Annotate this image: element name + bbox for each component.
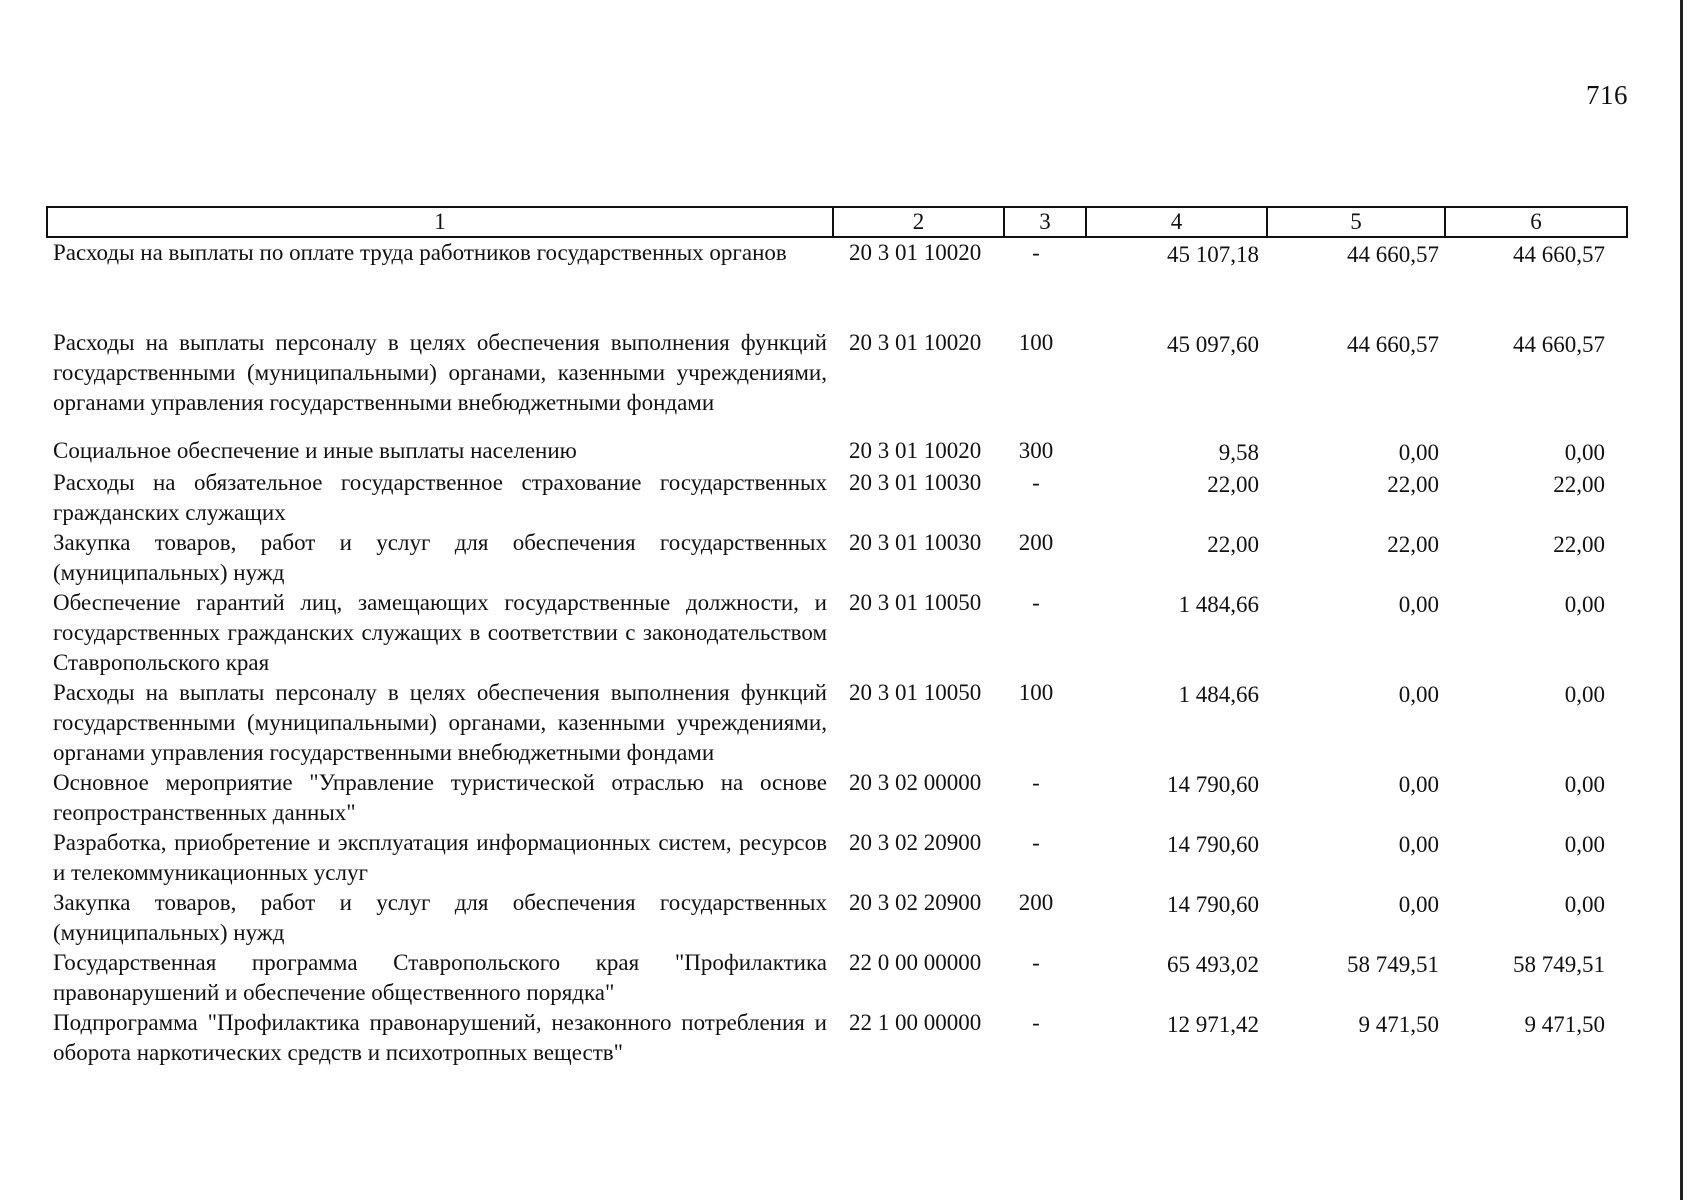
row-expense-type: 300: [1018, 438, 1054, 463]
row-code: 20 3 02 00000: [849, 770, 982, 795]
budget-table-container: [46, 206, 1626, 1068]
table-row: [47, 237, 1627, 328]
row-value-col-4: 12 971,42: [1167, 1012, 1259, 1037]
row-value-col-6: 44 660,57: [1513, 242, 1605, 267]
row-value-col-5: 22,00: [1387, 472, 1439, 497]
row-expense-type: -: [1032, 950, 1040, 975]
row-value-col-6: 44 660,57: [1513, 332, 1605, 357]
row-value-col-5: 58 749,51: [1347, 952, 1439, 977]
row-value-col-5: 9 471,50: [1358, 1012, 1439, 1037]
row-expense-type: 100: [1018, 680, 1054, 705]
row-name: Расходы на выплаты персоналу в целях обеспечения выполнения функций государственными (муниципальными) органами, казенными учреждениями, органами управления государственными внебюджетными фондами: [53, 680, 827, 765]
row-value-col-4: 1 484,66: [1178, 682, 1259, 707]
row-name: Государственная программа Ставропольского края "Профилактика правонарушений и обеспечение общественного порядка": [53, 950, 827, 1005]
row-name: Подпрограмма "Профилактика правонарушений, незаконного потребления и оборота наркотических средств и психотропных веществ": [53, 1010, 827, 1065]
row-code: 20 3 01 10050: [849, 590, 982, 615]
table-row: [47, 436, 1627, 468]
table-row: [47, 828, 1627, 888]
row-value-col-6: 9 471,50: [1524, 1012, 1605, 1037]
header-col-1: 1: [47, 207, 833, 237]
row-value-col-4: 22,00: [1207, 532, 1259, 557]
row-value-col-4: 22,00: [1207, 472, 1259, 497]
row-value-col-4: 45 097,60: [1167, 332, 1259, 357]
row-name: Обеспечение гарантий лиц, замещающих государственные должности, и государственных гражданских служащих в соответствии с законодательством Ставропольского края: [53, 590, 827, 675]
row-name: Закупка товаров, работ и услуг для обеспечения государственных (муниципальных) нужд: [53, 890, 827, 945]
scan-edge-line: [1680, 0, 1683, 1200]
row-code: 20 3 02 20900: [849, 890, 982, 915]
row-value-col-6: 0,00: [1564, 832, 1605, 857]
row-value-col-5: 0,00: [1398, 592, 1439, 617]
row-name: Расходы на обязательное государственное страхование государственных гражданских служащих: [53, 470, 827, 525]
budget-table: [46, 206, 1628, 1068]
row-expense-type: -: [1032, 830, 1040, 855]
row-value-col-6: 58 749,51: [1513, 952, 1605, 977]
row-value-col-6: 0,00: [1564, 772, 1605, 797]
row-value-col-4: 1 484,66: [1178, 592, 1259, 617]
row-code: 20 3 01 10020: [849, 330, 982, 355]
row-value-col-5: 0,00: [1398, 892, 1439, 917]
row-name: Разработка, приобретение и эксплуатация информационных систем, ресурсов и телекоммуникационных услуг: [53, 830, 827, 885]
row-name: Основное мероприятие "Управление туристической отраслью на основе геопространственных данных": [53, 770, 827, 825]
table-row: [47, 588, 1627, 678]
row-name: Расходы на выплаты по оплате труда работников государственных органов: [53, 240, 787, 265]
row-code: 20 3 01 10020: [849, 240, 982, 265]
row-name: Расходы на выплаты персоналу в целях обеспечения выполнения функций государственными (муниципальными) органами, казенными учреждениями, органами управления государственными внебюджетными фондами: [53, 330, 827, 415]
row-code: 20 3 01 10030: [849, 470, 982, 495]
row-expense-type: -: [1032, 590, 1040, 615]
row-value-col-5: 0,00: [1398, 832, 1439, 857]
row-expense-type: -: [1032, 240, 1040, 265]
table-row: [47, 468, 1627, 528]
row-expense-type: 200: [1018, 890, 1054, 915]
header-col-5: 5: [1267, 207, 1445, 237]
row-value-col-6: 22,00: [1553, 532, 1605, 557]
table-row: [47, 948, 1627, 1008]
page-number: 716: [1586, 80, 1628, 110]
row-expense-type: 200: [1018, 530, 1054, 555]
row-value-col-4: 14 790,60: [1167, 892, 1259, 917]
header-col-3: 3: [1004, 207, 1086, 237]
row-value-col-6: 0,00: [1564, 682, 1605, 707]
table-row: [47, 888, 1627, 948]
table-row: [47, 528, 1627, 588]
row-code: 20 3 01 10030: [849, 530, 982, 555]
table-row: [47, 768, 1627, 828]
row-code: 22 1 00 00000: [849, 1010, 982, 1035]
row-code: 20 3 01 10050: [849, 680, 982, 705]
table-header: [47, 207, 1627, 237]
row-value-col-4: 14 790,60: [1167, 832, 1259, 857]
row-expense-type: -: [1032, 770, 1040, 795]
row-value-col-6: 0,00: [1564, 440, 1605, 465]
row-value-col-5: 44 660,57: [1347, 332, 1439, 357]
row-value-col-4: 65 493,02: [1167, 952, 1259, 977]
row-value-col-6: 22,00: [1553, 472, 1605, 497]
row-value-col-5: 0,00: [1398, 772, 1439, 797]
row-name: Закупка товаров, работ и услуг для обеспечения государственных (муниципальных) нужд: [53, 530, 827, 585]
table-row: [47, 678, 1627, 768]
row-name: Социальное обеспечение и иные выплаты населению: [53, 438, 577, 463]
row-value-col-5: 22,00: [1387, 532, 1439, 557]
row-value-col-5: 44 660,57: [1347, 242, 1439, 267]
row-expense-type: -: [1032, 470, 1040, 495]
row-code: 20 3 01 10020: [849, 438, 982, 463]
row-value-col-5: 0,00: [1398, 440, 1439, 465]
header-row: [47, 207, 1627, 237]
header-col-4: 4: [1086, 207, 1267, 237]
row-code: 20 3 02 20900: [849, 830, 982, 855]
row-value-col-4: 14 790,60: [1167, 772, 1259, 797]
header-col-6: 6: [1445, 207, 1627, 237]
row-value-col-6: 0,00: [1564, 892, 1605, 917]
row-expense-type: -: [1032, 1010, 1040, 1035]
row-value-col-4: 45 107,18: [1167, 242, 1259, 267]
row-value-col-6: 0,00: [1564, 592, 1605, 617]
row-value-col-4: 9,58: [1218, 440, 1259, 465]
table-row: [47, 328, 1627, 436]
row-value-col-5: 0,00: [1398, 682, 1439, 707]
header-col-2: 2: [833, 207, 1004, 237]
table-row: [47, 1008, 1627, 1068]
table-body: [47, 237, 1627, 1068]
row-expense-type: 100: [1018, 330, 1054, 355]
row-code: 22 0 00 00000: [849, 950, 982, 975]
